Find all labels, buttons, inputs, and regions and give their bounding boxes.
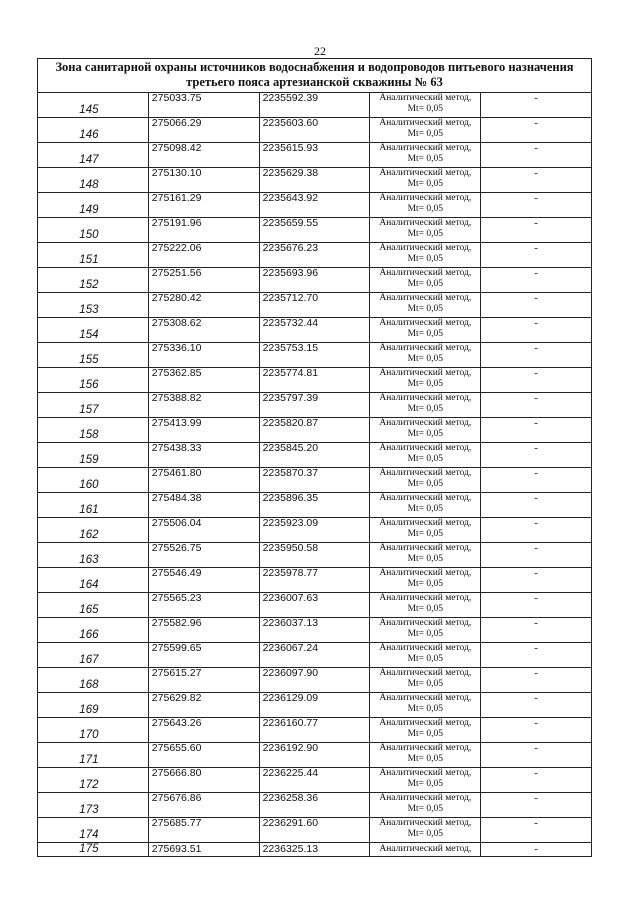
method-accuracy: Mt= 0,05 [407,479,444,489]
coordinate-y: 2236291.60 [259,818,370,843]
point-number-cell [38,743,149,768]
coordinate-x: 275565.23 [148,593,259,618]
point-number-cell [38,318,149,343]
table-row [38,518,592,543]
error-cell: - [481,518,592,543]
table-row [38,593,592,618]
error-cell: - [481,143,592,168]
point-number-cell [38,118,149,143]
error-cell: - [481,418,592,443]
method-name: Аналитический метод, [379,118,472,128]
method-name: Аналитический метод, [379,693,472,703]
table-title: Зона санитарной охраны источников водоснабжения и водопроводов питьевого назначения третьего пояса артезианской скважины № 63 [38,59,592,93]
method-name: Аналитический метод, [379,493,472,503]
method-accuracy: Mt= 0,05 [407,454,444,464]
point-number: 175 [79,843,99,855]
point-number-cell [38,418,149,443]
error-cell: - [481,768,592,793]
method-name: Аналитический метод, [379,543,472,553]
coordinate-y: 2235950.58 [259,543,370,568]
coordinate-x: 275130.10 [148,168,259,193]
method-accuracy: Mt= 0,05 [407,429,444,439]
point-number: 170 [79,729,99,741]
method-name: Аналитический метод, [379,518,472,528]
method-accuracy: Mt= 0,05 [407,529,444,539]
method-name: Аналитический метод, [379,343,472,353]
error-cell: - [481,168,592,193]
table-row [38,493,592,518]
point-number: 151 [79,254,99,266]
point-number: 157 [79,404,99,416]
point-number-cell [38,468,149,493]
method-accuracy: Mt= 0,05 [407,404,444,414]
method-accuracy: Mt= 0,05 [407,579,444,589]
method-accuracy: Mt= 0,05 [407,279,444,289]
coordinate-x: 275506.04 [148,518,259,543]
table-row [38,743,592,768]
coordinate-y: 2235923.09 [259,518,370,543]
method-accuracy: Mt= 0,05 [407,604,444,614]
error-cell: - [481,793,592,818]
coordinate-y: 2235629.38 [259,168,370,193]
method-name: Аналитический метод, [379,768,472,778]
point-number: 168 [79,679,99,691]
coordinate-y: 2235615.93 [259,143,370,168]
method-accuracy: Mt= 0,05 [407,654,444,664]
method-name: Аналитический метод, [379,368,472,378]
coordinate-y: 2235592.39 [259,93,370,118]
coordinate-x: 275484.38 [148,493,259,518]
error-cell: - [481,643,592,668]
method-name: Аналитический метод, [379,143,472,153]
method-name: Аналитический метод, [379,718,472,728]
coordinate-x: 275438.33 [148,443,259,468]
coordinate-x: 275280.42 [148,293,259,318]
point-number-cell [38,493,149,518]
coordinate-y: 2236129.09 [259,693,370,718]
method-cell [370,793,481,818]
table-row [38,268,592,293]
point-number-cell [38,343,149,368]
coordinate-y: 2235659.55 [259,218,370,243]
method-name: Аналитический метод, [379,443,472,453]
method-accuracy: Mt= 0,05 [407,354,444,364]
table-row [38,543,592,568]
method-cell [370,118,481,143]
table-row [38,568,592,593]
coordinate-y: 2236160.77 [259,718,370,743]
table-row [38,343,592,368]
point-number: 148 [79,179,99,191]
point-number: 173 [79,804,99,816]
coordinate-y: 2235978.77 [259,568,370,593]
table-row [38,768,592,793]
method-accuracy: Mt= 0,05 [407,254,444,264]
point-number-cell [38,143,149,168]
error-cell: - [481,593,592,618]
table-row [38,218,592,243]
point-number: 158 [79,429,99,441]
coordinate-y: 2235693.96 [259,268,370,293]
point-number-cell [38,593,149,618]
page-number: 22 [314,44,326,58]
method-cell [370,243,481,268]
coordinate-y: 2236007.63 [259,593,370,618]
point-number: 166 [79,629,99,641]
method-name: Аналитический метод, [379,468,472,478]
coordinate-x: 275461.80 [148,468,259,493]
point-number-cell [38,218,149,243]
table-row [38,468,592,493]
point-number-cell [38,668,149,693]
table-row [38,418,592,443]
method-cell [370,468,481,493]
point-number: 161 [79,504,99,516]
method-cell [370,268,481,293]
coordinate-y: 2236192.90 [259,743,370,768]
method-name: Аналитический метод, [379,643,472,653]
method-name: Аналитический метод, [379,618,472,628]
method-name: Аналитический метод, [379,743,472,753]
point-number-cell [38,268,149,293]
coordinate-x: 275599.65 [148,643,259,668]
method-name: Аналитический метод, [379,243,472,253]
method-name: Аналитический метод, [379,168,472,178]
point-number: 155 [79,354,99,366]
coordinate-x: 275033.75 [148,93,259,118]
coordinate-y: 2235774.81 [259,368,370,393]
coordinate-x: 275526.75 [148,543,259,568]
coordinate-x: 275098.42 [148,143,259,168]
coordinate-x: 275362.85 [148,368,259,393]
point-number-cell [38,618,149,643]
error-cell: - [481,843,592,857]
method-cell [370,593,481,618]
point-number: 159 [79,454,99,466]
error-cell: - [481,743,592,768]
method-cell [370,168,481,193]
error-cell: - [481,818,592,843]
coordinate-y: 2235603.60 [259,118,370,143]
table-row [38,693,592,718]
method-cell [370,618,481,643]
method-cell [370,568,481,593]
method-cell [370,293,481,318]
coordinate-y: 2235732.44 [259,318,370,343]
coordinate-y: 2235676.23 [259,243,370,268]
coordinate-y: 2236258.36 [259,793,370,818]
coordinate-x: 275685.77 [148,818,259,843]
coordinate-x: 275251.56 [148,268,259,293]
error-cell: - [481,543,592,568]
coordinate-x: 275643.26 [148,718,259,743]
coordinate-y: 2235753.15 [259,343,370,368]
point-number: 164 [79,579,99,591]
point-number: 174 [79,829,99,841]
coordinate-x: 275655.60 [148,743,259,768]
coordinate-y: 2236225.44 [259,768,370,793]
method-accuracy: Mt= 0,05 [407,304,444,314]
error-cell: - [481,393,592,418]
table-row [38,818,592,843]
method-cell [370,768,481,793]
coordinate-y: 2236325.13 [259,843,370,857]
error-cell: - [481,293,592,318]
table-row [38,193,592,218]
point-number: 160 [79,479,99,491]
point-number-cell [38,693,149,718]
coordinate-y: 2235643.92 [259,193,370,218]
method-accuracy: Mt= 0,05 [407,504,444,514]
method-accuracy: Mt= 0,05 [407,729,444,739]
point-number-cell [38,543,149,568]
method-accuracy: Mt= 0,05 [407,754,444,764]
method-accuracy: Mt= 0,05 [407,679,444,689]
table-row [38,168,592,193]
point-number: 146 [79,129,99,141]
coordinate-y: 2235845.20 [259,443,370,468]
method-accuracy: Mt= 0,05 [407,229,444,239]
point-number: 163 [79,554,99,566]
point-number: 150 [79,229,99,241]
table-row [38,143,592,168]
method-cell [370,518,481,543]
point-number-cell [38,293,149,318]
error-cell: - [481,218,592,243]
error-cell: - [481,568,592,593]
point-number: 147 [79,154,99,166]
table-row [38,643,592,668]
point-number-cell [38,793,149,818]
error-cell: - [481,343,592,368]
method-accuracy: Mt= 0,05 [407,779,444,789]
coordinate-x: 275388.82 [148,393,259,418]
coordinate-x: 275666.80 [148,768,259,793]
method-name: Аналитический метод, [379,218,472,228]
error-cell: - [481,468,592,493]
coordinate-y: 2235797.39 [259,393,370,418]
coordinate-y: 2235820.87 [259,418,370,443]
point-number-cell [38,643,149,668]
coordinate-x: 275629.82 [148,693,259,718]
method-accuracy: Mt= 0,05 [407,379,444,389]
point-number: 169 [79,704,99,716]
method-cell [370,393,481,418]
method-name: Аналитический метод, [379,318,472,328]
table-row [38,668,592,693]
error-cell: - [481,268,592,293]
method-name: Аналитический метод, [379,293,472,303]
table-row [38,843,592,857]
method-cell [370,343,481,368]
error-cell: - [481,493,592,518]
error-cell: - [481,618,592,643]
coordinate-x: 275676.86 [148,793,259,818]
table-row [38,293,592,318]
point-number-cell [38,843,149,857]
method-name: Аналитический метод, [379,568,472,578]
point-number: 149 [79,204,99,216]
method-cell [370,143,481,168]
method-cell [370,493,481,518]
point-number-cell [38,768,149,793]
method-cell [370,318,481,343]
method-name: Аналитический метод, [370,843,481,857]
coordinate-x: 275693.51 [148,843,259,857]
table-row [38,243,592,268]
error-cell: - [481,118,592,143]
coordinate-x: 275191.96 [148,218,259,243]
table-row [38,118,592,143]
coordinate-x: 275615.27 [148,668,259,693]
table-row [38,93,592,118]
table-row [38,318,592,343]
coordinate-x: 275066.29 [148,118,259,143]
method-cell [370,543,481,568]
point-number-cell [38,818,149,843]
table-row [38,443,592,468]
point-number-cell [38,568,149,593]
method-cell [370,93,481,118]
coordinate-x: 275222.06 [148,243,259,268]
coordinate-x: 275582.96 [148,618,259,643]
point-number-cell [38,193,149,218]
point-number: 162 [79,529,99,541]
error-cell: - [481,193,592,218]
point-number-cell [38,368,149,393]
method-name: Аналитический метод, [379,593,472,603]
method-accuracy: Mt= 0,05 [407,104,444,114]
method-cell [370,718,481,743]
point-number: 154 [79,329,99,341]
coordinate-y: 2235896.35 [259,493,370,518]
error-cell: - [481,668,592,693]
method-accuracy: Mt= 0,05 [407,804,444,814]
coordinate-x: 275336.10 [148,343,259,368]
method-accuracy: Mt= 0,05 [407,554,444,564]
method-name: Аналитический метод, [379,793,472,803]
method-accuracy: Mt= 0,05 [407,329,444,339]
coordinate-y: 2236067.24 [259,643,370,668]
method-cell [370,693,481,718]
method-name: Аналитический метод, [379,193,472,203]
coordinates-table [37,58,592,857]
point-number-cell [38,443,149,468]
method-accuracy: Mt= 0,05 [407,129,444,139]
method-accuracy: Mt= 0,05 [407,204,444,214]
point-number-cell [38,93,149,118]
point-number-cell [38,168,149,193]
point-number: 153 [79,304,99,316]
table-title-row [38,59,592,93]
method-cell [370,818,481,843]
method-cell [370,743,481,768]
error-cell: - [481,93,592,118]
coordinate-y: 2235712.70 [259,293,370,318]
method-accuracy: Mt= 0,05 [407,179,444,189]
method-accuracy: Mt= 0,05 [407,629,444,639]
table-row [38,393,592,418]
point-number-cell [38,393,149,418]
coordinate-x: 275161.29 [148,193,259,218]
method-name: Аналитический метод, [379,668,472,678]
table-row [38,368,592,393]
method-cell [370,418,481,443]
table-row [38,793,592,818]
error-cell: - [481,443,592,468]
method-cell [370,193,481,218]
method-name: Аналитический метод, [379,93,472,103]
error-cell: - [481,718,592,743]
error-cell: - [481,243,592,268]
coordinate-y: 2236037.13 [259,618,370,643]
coordinate-x: 275546.49 [148,568,259,593]
method-name: Аналитический метод, [379,268,472,278]
method-accuracy: Mt= 0,05 [407,829,444,839]
point-number: 165 [79,604,99,616]
method-cell [370,218,481,243]
point-number: 152 [79,279,99,291]
point-number: 145 [79,104,99,116]
method-cell [370,643,481,668]
point-number: 172 [79,779,99,791]
error-cell: - [481,368,592,393]
method-cell [370,368,481,393]
table-row [38,718,592,743]
error-cell: - [481,693,592,718]
point-number: 156 [79,379,99,391]
coordinate-x: 275413.99 [148,418,259,443]
point-number: 171 [79,754,99,766]
method-accuracy: Mt= 0,05 [407,154,444,164]
point-number-cell [38,718,149,743]
method-name: Аналитический метод, [379,818,472,828]
coordinate-x: 275308.62 [148,318,259,343]
error-cell: - [481,318,592,343]
coordinate-y: 2236097.90 [259,668,370,693]
table-row [38,618,592,643]
method-accuracy: Mt= 0,05 [407,704,444,714]
coordinate-y: 2235870.37 [259,468,370,493]
method-cell [370,668,481,693]
point-number-cell [38,243,149,268]
method-name: Аналитический метод, [379,393,472,403]
point-number-cell [38,518,149,543]
method-name: Аналитический метод, [379,418,472,428]
method-cell [370,443,481,468]
point-number: 167 [79,654,99,666]
